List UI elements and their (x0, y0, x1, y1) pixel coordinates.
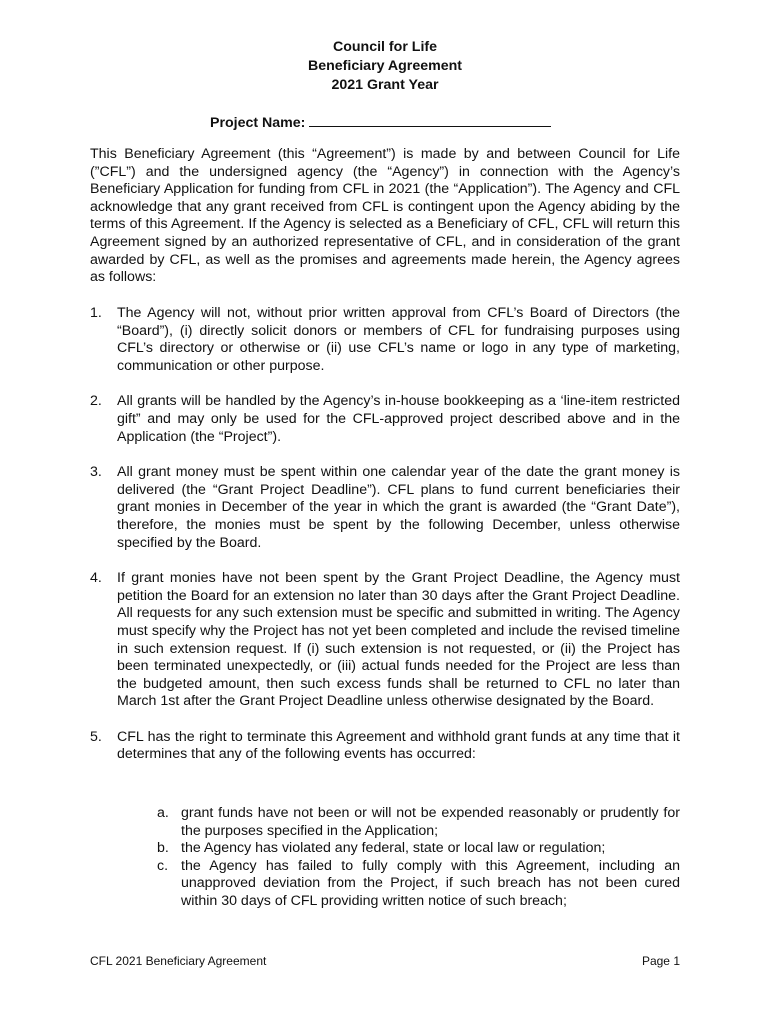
document-header (0, 38, 770, 95)
sublist-item-letter: b. (157, 840, 169, 857)
list-item-text: CFL has the right to terminate this Agreement and withhold grant funds at any time that it determines that any of the following events has occurred: (117, 728, 680, 763)
list-item (90, 570, 680, 711)
list-item-number: 3. (90, 464, 102, 481)
list-item-number: 5. (90, 728, 102, 745)
intro-paragraph: This Beneficiary Agreement (this “Agreement”) is made by and between Council for Life (”CFL”) and the undersigned agency (the “Agency”) in connection with the Agency’s Beneficiary Application for funding from CFL in 2021 (the “Application”). The Agency and CFL acknowledge that any grant received from CFL is contingent upon the Agency abiding by the terms of this Agreement. If the Agency is selected as a Beneficiary of CFL, CFL will return this Agreement signed by an authorized representative of CFL, and in consideration of the grant awarded by CFL, as well as the promises and agreements made herein, the Agency agrees as follows: (90, 146, 680, 286)
sublist-item (157, 840, 680, 858)
sublist-item-text: the Agency has violated any federal, state or local law or regulation; (181, 840, 606, 857)
list-item-text: All grants will be handled by the Agency’s in-house bookkeeping as a ‘line-item restricted gift” and may only be used for the CFL-approved project described above and in the Application (the “Project”). (117, 393, 680, 445)
lettered-sublist (157, 805, 680, 911)
project-name-line (210, 111, 551, 131)
list-item (90, 305, 680, 375)
agreement-title: Beneficiary Agreement (307, 58, 463, 74)
footer-document-title: CFL 2021 Beneficiary Agreement (90, 954, 267, 968)
list-item (90, 393, 680, 446)
project-name-label: Project Name: (210, 115, 306, 131)
list-item-text: If grant monies have not been spent by the Grant Project Deadline, the Agency must petition the Board for an extension no later than 30 days after the Grant Project Deadline. All requests for any such extension must be specific and submitted in writing. The Agency must specify why the Project has not yet been completed and include the revised timeline in such extension request. If (i) such extension is not requested, or (ii) the Project has been terminated unexpectedly, or (iii) actual funds needed for the Project are less than the budgeted amount, then such excess funds shall be returned to CFL no later than March 1st after the Grant Project Deadline unless otherwise designated by the Board. (117, 570, 680, 710)
list-item-number: 4. (90, 570, 102, 587)
sublist-item-letter: a. (157, 805, 169, 821)
list-item-number: 1. (90, 305, 102, 321)
list-item (90, 464, 680, 552)
sublist-item-text: the Agency has failed to fully comply with this Agreement, including an unapproved deviation from the Project, if such breach has not been cured within 30 days of CFL providing written notice of such breach; (181, 857, 680, 909)
org-title: Council for Life (332, 39, 438, 55)
project-name-blank (309, 111, 551, 127)
list-item-text: The Agency will not, without prior written approval from CFL’s Board of Directors (the “Board”), (i) directly solicit donors or members of CFL for fundraising purposes using CFL’s directory or otherwise or (ii) use CFL’s name or logo in any type of marketing, communication or other purpose. (117, 305, 680, 374)
numbered-list (90, 305, 680, 782)
list-item (90, 729, 680, 764)
sublist-item-text: grant funds have not been or will not be expended reasonably or prudently for the purposes specified in the Application; (181, 805, 680, 839)
sublist-item-letter: c. (157, 857, 169, 874)
grant-year-title: 2021 Grant Year (331, 77, 439, 93)
sublist-item (157, 858, 680, 911)
list-item-text: All grant money must be spent within one calendar year of the date the grant money is delivered (the “Grant Project Deadline”). CFL plans to fund current beneficiaries their grant monies in December of the year in which the grant is awarded (the “Grant Date”), therefore, the monies must be spent by the following December, unless otherwise specified by the Board. (117, 464, 680, 551)
sublist-item (157, 805, 680, 840)
footer-page-number: Page 1 (641, 954, 680, 968)
list-item-number: 2. (90, 393, 102, 410)
